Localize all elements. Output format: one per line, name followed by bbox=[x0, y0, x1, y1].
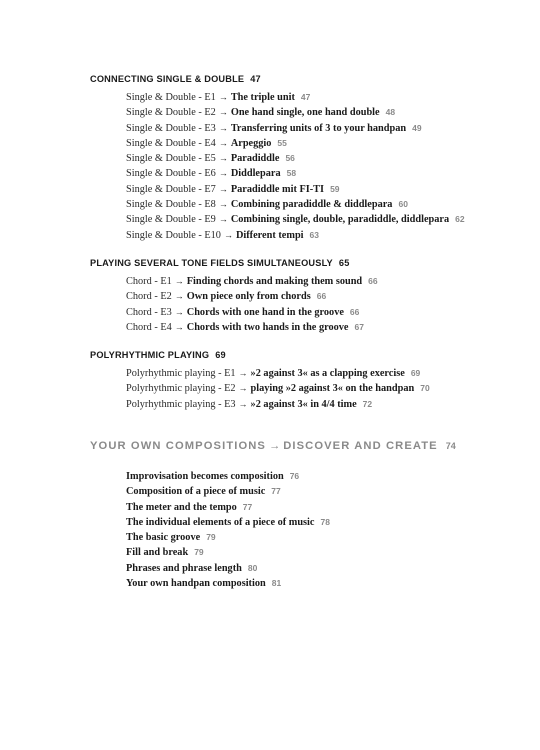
chapter-page-number: 74 bbox=[445, 441, 456, 451]
entry-page-number: 69 bbox=[410, 368, 421, 378]
toc-entry[interactable] bbox=[126, 166, 465, 181]
entry-prefix: Single & Double - E9 bbox=[126, 214, 216, 226]
entry-page-number: 56 bbox=[285, 153, 295, 164]
entry-title: Improvisation becomes composition bbox=[126, 471, 284, 482]
entry-prefix: Single & Double - E4 bbox=[126, 137, 216, 149]
entry-page-number: 76 bbox=[289, 471, 300, 481]
entry-page-number: 55 bbox=[277, 137, 287, 148]
entry-title: Paradiddle bbox=[230, 153, 280, 165]
entry-title: Phrases and phrase length bbox=[126, 562, 242, 574]
entry-title: Own piece only from chords bbox=[186, 291, 311, 303]
entry-page-number: 59 bbox=[330, 183, 340, 194]
entry-title: »2 against 3« as a clapping exercise bbox=[250, 368, 405, 379]
entry-title: Fill and break bbox=[126, 547, 189, 559]
entry-prefix: Single & Double - E2 bbox=[126, 107, 216, 119]
section-heading bbox=[90, 349, 430, 361]
chapter-title-left: YOUR OWN COMPOSITIONS bbox=[90, 440, 266, 452]
entry-title: Different tempi bbox=[235, 229, 304, 241]
toc-entry[interactable] bbox=[126, 381, 430, 396]
arrow-icon: → bbox=[174, 291, 184, 302]
toc-entry[interactable] bbox=[126, 274, 378, 289]
entry-prefix: Single & Double - E8 bbox=[126, 199, 216, 211]
arrow-icon: → bbox=[174, 306, 184, 317]
toc-entry[interactable] bbox=[126, 90, 465, 105]
entry-prefix: Chord - E2 bbox=[126, 291, 172, 303]
arrow-icon: → bbox=[218, 122, 228, 133]
entry-prefix: Single & Double - E3 bbox=[126, 122, 216, 134]
chapter-entries bbox=[126, 469, 330, 591]
entry-page-number: 70 bbox=[420, 383, 430, 394]
toc-entry[interactable] bbox=[126, 500, 330, 515]
entry-title: Chords with two hands in the groove bbox=[186, 321, 349, 333]
entry-title: Finding chords and making them sound bbox=[186, 276, 363, 287]
entry-prefix: Chord - E1 bbox=[126, 276, 172, 287]
toc-entry[interactable] bbox=[126, 320, 378, 335]
arrow-icon: → bbox=[223, 229, 233, 240]
toc-entry[interactable] bbox=[126, 105, 465, 120]
entry-page-number: 66 bbox=[316, 291, 327, 302]
chapter-title-right: DISCOVER AND CREATE bbox=[283, 440, 438, 452]
toc-entry[interactable] bbox=[126, 121, 465, 136]
arrow-icon: → bbox=[218, 214, 228, 225]
entry-title: Combining single, double, paradiddle, diddlepara bbox=[230, 214, 450, 226]
entry-title: The individual elements of a piece of music bbox=[126, 516, 315, 528]
entry-prefix: Single & Double - E7 bbox=[126, 183, 216, 195]
toc-entry[interactable] bbox=[126, 366, 430, 381]
section-heading-text: POLYRHYTHMIC PLAYING bbox=[90, 350, 210, 360]
arrow-icon: → bbox=[218, 168, 228, 179]
toc-entry[interactable] bbox=[126, 484, 330, 499]
entry-page-number: 58 bbox=[286, 168, 297, 179]
entry-prefix: Chord - E4 bbox=[126, 321, 172, 333]
arrow-icon: → bbox=[218, 183, 228, 194]
toc-entry[interactable] bbox=[126, 136, 465, 151]
toc-entry[interactable] bbox=[126, 182, 465, 197]
entry-page-number: 60 bbox=[398, 199, 408, 210]
entry-page-number: 80 bbox=[247, 562, 258, 573]
toc-entry[interactable] bbox=[126, 469, 330, 484]
entry-prefix: Single & Double - E6 bbox=[126, 168, 216, 180]
section-page-number: 65 bbox=[338, 258, 350, 268]
entry-prefix: Polyrhythmic playing - E1 bbox=[126, 368, 236, 379]
toc-section-polyrhythmic bbox=[90, 349, 430, 412]
arrow-icon: → bbox=[218, 137, 228, 148]
toc-entry[interactable] bbox=[126, 289, 378, 304]
entry-page-number: 78 bbox=[320, 516, 330, 527]
arrow-icon: → bbox=[269, 440, 281, 452]
toc-entry[interactable] bbox=[126, 515, 330, 530]
section-heading-text: CONNECTING SINGLE & DOUBLE bbox=[90, 74, 245, 84]
entry-page-number: 77 bbox=[242, 501, 253, 512]
chapter-heading[interactable] bbox=[90, 439, 456, 453]
toc-entry[interactable] bbox=[126, 397, 430, 412]
section-heading bbox=[90, 257, 378, 269]
arrow-icon: → bbox=[218, 92, 228, 102]
arrow-icon: → bbox=[238, 398, 248, 409]
entry-prefix: Single & Double - E10 bbox=[126, 229, 221, 241]
toc-entry[interactable] bbox=[126, 151, 465, 166]
entry-prefix: Chord - E3 bbox=[126, 306, 172, 318]
section-entries bbox=[90, 90, 465, 243]
toc-entry[interactable] bbox=[126, 197, 465, 212]
entry-prefix: Polyrhythmic playing - E2 bbox=[126, 383, 236, 395]
entry-title: Diddlepara bbox=[230, 168, 281, 180]
entry-title: Your own handpan composition bbox=[126, 578, 266, 590]
section-page-number: 69 bbox=[215, 350, 226, 360]
entry-page-number: 72 bbox=[362, 398, 373, 409]
section-heading bbox=[90, 73, 465, 85]
entry-page-number: 62 bbox=[455, 214, 465, 225]
arrow-icon: → bbox=[174, 276, 184, 286]
entry-title: Paradiddle mit FI-TI bbox=[230, 183, 325, 195]
toc-entry[interactable] bbox=[126, 305, 378, 320]
arrow-icon: → bbox=[218, 153, 228, 164]
entry-title: Arpeggio bbox=[230, 137, 272, 149]
entry-prefix: Single & Double - E5 bbox=[126, 153, 216, 165]
section-heading-text: PLAYING SEVERAL TONE FIELDS SIMULTANEOUSLY bbox=[90, 258, 333, 268]
section-page-number: 47 bbox=[250, 74, 261, 84]
entry-title: Chords with one hand in the groove bbox=[186, 306, 344, 318]
entry-page-number: 67 bbox=[354, 321, 364, 332]
toc-entry[interactable] bbox=[126, 530, 330, 545]
arrow-icon: → bbox=[238, 368, 248, 378]
entry-page-number: 77 bbox=[271, 486, 281, 497]
entry-page-number: 47 bbox=[300, 92, 311, 102]
toc-section-connecting bbox=[90, 73, 465, 243]
entry-title: Transferring units of 3 to your handpan bbox=[230, 122, 407, 134]
arrow-icon: → bbox=[238, 383, 248, 394]
entry-title: The meter and the tempo bbox=[126, 501, 237, 513]
arrow-icon: → bbox=[174, 321, 184, 332]
entry-prefix: Single & Double - E1 bbox=[126, 92, 216, 103]
arrow-icon: → bbox=[218, 199, 228, 210]
entry-title: Combining paradiddle & diddlepara bbox=[230, 199, 393, 211]
entry-title: playing »2 against 3« on the handpan bbox=[250, 383, 415, 395]
entry-page-number: 79 bbox=[194, 547, 204, 558]
toc-entry[interactable] bbox=[126, 545, 330, 560]
entry-page-number: 66 bbox=[368, 276, 378, 286]
entry-title: The basic groove bbox=[126, 532, 201, 544]
entry-title: Composition of a piece of music bbox=[126, 486, 266, 498]
arrow-icon: → bbox=[218, 107, 228, 118]
entry-title: »2 against 3« in 4/4 time bbox=[250, 398, 357, 410]
toc-entry[interactable] bbox=[126, 561, 330, 576]
entry-title: The triple unit bbox=[230, 92, 295, 103]
toc-entry[interactable] bbox=[126, 228, 465, 243]
section-entries bbox=[90, 366, 430, 412]
toc-entry[interactable] bbox=[126, 576, 330, 591]
entry-page-number: 63 bbox=[309, 229, 319, 240]
entry-page-number: 48 bbox=[385, 107, 396, 118]
section-entries bbox=[90, 274, 378, 335]
entry-page-number: 79 bbox=[206, 532, 216, 543]
entry-page-number: 66 bbox=[349, 306, 360, 317]
toc-entry[interactable] bbox=[126, 212, 465, 227]
toc-section-chords bbox=[90, 257, 378, 335]
entry-title: One hand single, one hand double bbox=[230, 107, 380, 119]
entry-prefix: Polyrhythmic playing - E3 bbox=[126, 398, 236, 410]
entry-page-number: 49 bbox=[412, 122, 422, 133]
entry-page-number: 81 bbox=[271, 578, 282, 589]
